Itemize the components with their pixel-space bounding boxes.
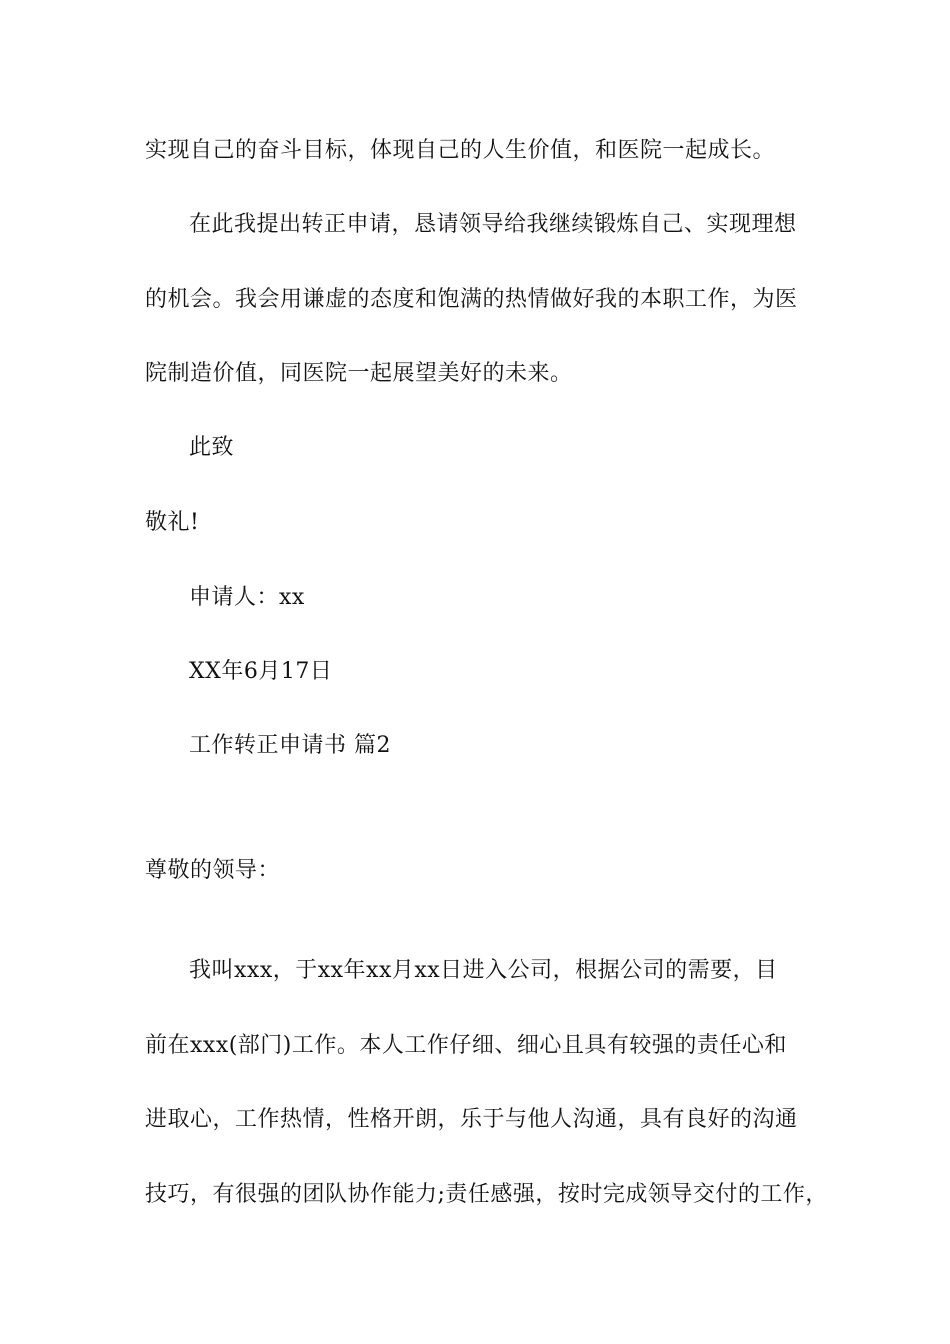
paragraph-line: 的机会。我会用谦虚的态度和饱满的热情做好我的本职工作，为医	[145, 287, 798, 312]
paragraph-line: 在此我提出转正申请，恳请领导给我继续锻炼自己、实现理想	[189, 212, 797, 237]
paragraph-line: 我叫xxx，于xx年xx月xx日进入公司，根据公司的需要，目	[189, 958, 778, 983]
paragraph-line: 院制造价值，同医院一起展望美好的未来。	[145, 361, 573, 386]
signature-date: XX年6月17日	[189, 659, 333, 684]
letter-greeting: 尊敬的领导：	[145, 858, 281, 883]
section-title: 工作转正申请书 篇2	[189, 733, 391, 758]
paragraph-line: 前在xxx(部门)工作。本人工作仔细、细心且具有较强的责任心和	[145, 1033, 787, 1058]
paragraph-line: 实现自己的奋斗目标，体现自己的人生价值，和医院一起成长。	[145, 138, 776, 163]
paragraph-line: 技巧，有很强的团队协作能力;责任感强，按时完成领导交付的工作，	[145, 1182, 828, 1207]
closing-salutation: 此致	[189, 435, 235, 460]
paragraph-line: 进取心，工作热情，性格开朗，乐于与他人沟通，具有良好的沟通	[145, 1107, 798, 1132]
closing-regards: 敬礼!	[145, 510, 200, 535]
applicant-signature: 申请人：xx	[189, 585, 305, 610]
